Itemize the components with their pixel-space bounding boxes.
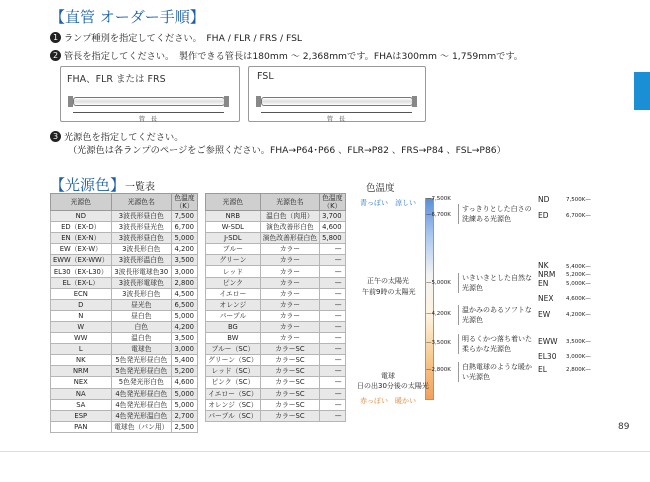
table-row [206,344,346,355]
cell-name: カラーSC [260,344,319,355]
cell-k: 5,000 [172,233,198,244]
tube-end-cap [412,96,417,107]
code-nk: NK [538,261,549,270]
k-value: 5,200K [566,272,586,278]
tube-diagram-fsl [248,66,426,122]
cell-k: 5,200 [172,366,198,377]
k-nd: 7,500K— [566,197,591,203]
k-nk: 5,400K— [566,264,591,270]
cell-type: グリーン（SC） [206,355,261,366]
tube-shape [261,97,413,106]
code-nex: NEX [538,294,554,303]
tick-5000: —5,000K [426,280,451,286]
cell-name: カラー [260,299,319,310]
step-text: 光源色を指定してください。 [64,132,184,143]
col-header-k-line1: 色温度 [174,194,195,202]
code-nd: ND [538,195,550,204]
table-row [51,321,198,332]
tick-7500: —7,500K [426,196,451,202]
cell-k: 5,800 [320,233,345,244]
table-row [51,310,198,321]
tick-3500: —3,500K [426,340,451,346]
table-row [206,255,346,266]
light-color-table-left [50,193,198,433]
cell-k: 2,700 [172,410,198,421]
k-en: 5,000K— [566,281,591,287]
k-value: 3,500K [566,339,586,345]
cell-k: 3,700 [320,211,345,222]
cell-type: L [51,344,112,355]
tick-6700: —6,700K [426,212,451,218]
cell-k: — [320,410,345,421]
tube-diagram-fha-flr-frs [60,66,240,122]
k-value: 4,600K [566,296,586,302]
cell-type: レッド（SC） [206,366,261,377]
warm-label: 赤っぽい 暖かい [360,397,416,405]
cell-k: 3,000 [172,344,198,355]
table-row [206,410,346,421]
cell-name: カラーSC [260,366,319,377]
cell-name: カラーSC [260,388,319,399]
cell-name: 5色発光形白色 [111,377,171,388]
noon-sunlight-label: 正午の太陽光 [367,277,409,285]
col-header-k-line2: （K） [175,202,194,210]
tube-shape [73,97,225,106]
table-row [206,366,346,377]
col-header-k [320,194,345,211]
cell-name: 5色発光形昼白色 [111,355,171,366]
cell-type: NEX [51,377,112,388]
table-row [206,399,346,410]
cell-k: — [320,244,345,255]
sunrise-label: 日の出30分後の太陽光 [357,382,429,390]
description-warm: 白熱電球のような暖かい光源色 [458,362,532,382]
table-row [51,421,198,432]
cell-name: 演色改善形白色 [260,222,319,233]
cell-type: オレンジ（SC） [206,399,261,410]
cell-name: 演色改善形昼白色 [260,233,319,244]
code-el: EL [538,365,547,374]
page-title: 【直管 オーダー手順】 [50,8,205,26]
cell-k: 4,500 [172,288,198,299]
table-row [51,355,198,366]
cell-type: グリーン [206,255,261,266]
cell-k: 3,500 [172,333,198,344]
cell-name: 4色発光形昼白色 [111,388,171,399]
cell-k: — [320,366,345,377]
length-label: 管 長 [139,116,158,123]
cell-name: 4色発光形温白色 [111,410,171,421]
cell-k: 6,700 [172,222,198,233]
k-el30: 3,000K— [566,354,591,360]
k-value: 3,000K [566,354,586,360]
cell-k: 3,500 [172,255,198,266]
cell-name: 4色発光形昼白色 [111,399,171,410]
cell-name: カラー [260,333,319,344]
cell-type: NRB [206,211,261,222]
k-value: 4,200K [566,312,586,318]
cell-k: — [320,333,345,344]
cell-type: W [51,321,112,332]
cell-type: ブルー（SC） [206,344,261,355]
cell-type: イエロー [206,288,261,299]
cell-type: N [51,310,112,321]
col-header-name: 光源色名 [111,194,171,211]
tube-label: FSL [257,71,274,82]
step-number: 3 [50,131,61,142]
k-eww: 3,500K— [566,339,591,345]
cell-name: 温白色（肉用） [260,211,319,222]
cell-k: — [320,355,345,366]
cell-type: EW（EX-W） [51,244,112,255]
k-value: 2,800K [566,367,586,373]
cell-name: 3波長形昼白色 [111,233,171,244]
step-text: 管長を指定してください。 製作できる管長は180mm ～ 2,368mmです。FHAは300mm ～ 1,759mmです。 [64,51,523,62]
cell-name: 白色 [111,321,171,332]
cell-k: 4,600 [320,222,345,233]
cell-type: EL30（EX-L30） [51,266,112,277]
cell-k: 5,000 [172,310,198,321]
cell-k: 4,200 [172,244,198,255]
k-ew: 4,200K— [566,312,591,318]
cell-type: NRM [51,366,112,377]
cell-k: — [320,377,345,388]
table-row [51,233,198,244]
tick-value: 6,700K [431,212,451,218]
table-row [51,244,198,255]
cell-k: — [320,255,345,266]
cell-k: — [320,399,345,410]
light-color-table-right [205,193,346,422]
cell-name: カラー [260,244,319,255]
cell-k: 5,400 [172,355,198,366]
cell-type: EL（EX-L） [51,277,112,288]
table-row [51,222,198,233]
table-row [206,222,346,233]
cell-k: — [320,388,345,399]
cell-type: BG [206,321,261,332]
cell-name: カラー [260,277,319,288]
cell-k: 2,800 [172,277,198,288]
code-nrm: NRM [538,270,556,279]
table-row [51,377,198,388]
cell-name: 電球色 [111,344,171,355]
color-temp-title: 色温度 [366,183,395,194]
cell-type: NK [51,355,112,366]
cell-type: パープル [206,310,261,321]
cell-k: — [320,321,345,332]
tick-4200: —4,200K [426,311,451,317]
cell-name: 3波長形電球色 [111,277,171,288]
cell-name: 電球色（パン用） [111,421,171,432]
cell-type: PAN [51,421,112,432]
step-1 [50,30,302,44]
cell-k: — [320,288,345,299]
table-row [51,211,198,222]
cell-name: 3波長形白色 [111,288,171,299]
table-row [206,355,346,366]
cell-type: ブルー [206,244,261,255]
k-value: 7,500K [566,197,586,203]
cell-name: カラーSC [260,410,319,421]
tube-end-cap [224,96,229,107]
section-color-tab [634,72,650,110]
table-row [51,366,198,377]
cell-type: ECN [51,288,112,299]
cell-name: 3波長形昼光色 [111,222,171,233]
cell-type: ESP [51,410,112,421]
k-value: 6,700K [566,213,586,219]
cell-type: NA [51,388,112,399]
code-ed: ED [538,211,549,220]
cell-type: EN（EX-N） [51,233,112,244]
table-row [206,333,346,344]
cell-k: — [320,277,345,288]
table-row [51,410,198,421]
cell-name: カラー [260,266,319,277]
step-number: 1 [50,32,61,43]
cell-type: パープル（SC） [206,410,261,421]
cell-type: オレンジ [206,299,261,310]
cell-name: カラーSC [260,399,319,410]
col-header-k [172,194,198,211]
k-el: 2,800K— [566,367,591,373]
table-row [206,266,346,277]
description-calm: 明るくかつ落ち着いた柔らかな光源色 [458,334,532,354]
tick-2800: —2,800K [426,367,451,373]
step-text: ランプ種別を指定してください。 FHA / FLR / FRS / FSL [64,33,303,44]
cell-k: 5,000 [172,399,198,410]
table-row [206,288,346,299]
k-value: 5,000K [566,281,586,287]
cool-label: 青っぽい 涼しい [360,199,416,207]
cell-k: 4,200 [172,321,198,332]
cell-type: ピンク [206,277,261,288]
section-subtitle: 一覧表 [125,182,156,193]
tick-value: 2,800K [431,367,451,373]
cell-k: 2,500 [172,421,198,432]
description-soft: 温かみのあるソフトな光源色 [458,305,532,325]
cell-type: J-SDL [206,233,261,244]
cell-name: カラー [260,288,319,299]
table-row [206,211,346,222]
cell-k: 6,500 [172,299,198,310]
cell-name: カラー [260,321,319,332]
cell-k: — [320,310,345,321]
cell-name: カラー [260,310,319,321]
cell-k: — [320,299,345,310]
table-row [51,333,198,344]
cell-type: イエロー（SC） [206,388,261,399]
k-ed: 6,700K— [566,213,591,219]
cell-type: レッド [206,266,261,277]
cell-type: ND [51,211,112,222]
col-header-k-line1: 色温度 [322,194,343,202]
cell-k: 5,000 [172,388,198,399]
col-header-k-line2: （K） [323,202,342,210]
cell-name: 5色発光形昼白色 [111,366,171,377]
cell-name: 昼白色 [111,310,171,321]
table-row [51,288,198,299]
code-en: EN [538,279,549,288]
table-row [51,255,198,266]
table-row [51,388,198,399]
step-number: 2 [50,50,61,61]
k-nrm: 5,200K— [566,272,591,278]
code-el30: EL30 [538,352,557,361]
cell-type: EWW（EX-WW） [51,255,112,266]
table-row [206,244,346,255]
section-heading: 【光源色】 [50,176,126,194]
table-row [51,344,198,355]
cell-type: WW [51,333,112,344]
k-value: 5,400K [566,264,586,270]
table-header-row [206,194,346,211]
cell-k: 7,500 [172,211,198,222]
table-header-row [51,194,198,211]
col-header-type: 光源色 [51,194,112,211]
code-eww: EWW [538,337,558,346]
cell-k: — [320,266,345,277]
table-row [206,299,346,310]
step-3-note: （光源色は各ランプのページをご参照ください。FHA→P64･P66 、FLR→P82 、FRS→P84 、FSL→P86） [68,145,506,156]
table-row [206,310,346,321]
length-label: 管 長 [327,116,346,123]
table-row [206,233,346,244]
cell-type: SA [51,399,112,410]
cell-type: W-SDL [206,222,261,233]
k-nex: 4,600K— [566,296,591,302]
tick-value: 5,000K [431,280,451,286]
length-dimension-line [261,112,412,113]
code-ew: EW [538,310,551,319]
cell-k: 3,000 [172,266,198,277]
table-row [206,321,346,332]
tick-value: 4,200K [431,311,451,317]
bulb-label: 電球 [381,372,395,380]
col-header-type: 光源色 [206,194,261,211]
morning-sunlight-label: 午前9時の太陽光 [362,288,416,296]
page-number: 89 [618,422,630,432]
cell-type: ピンク（SC） [206,377,261,388]
table-row [206,377,346,388]
cell-k: 4,600 [172,377,198,388]
description-cool: すっきりとした白さの洗練ある光源色 [458,204,532,224]
cell-name: 昼光色 [111,299,171,310]
cell-k: — [320,344,345,355]
table-row [51,266,198,277]
description-natural: いきいきとした自然な光源色 [458,273,532,293]
cell-type: D [51,299,112,310]
cell-name: 3波長形温白色 [111,255,171,266]
table-row [206,277,346,288]
tick-value: 3,500K [431,340,451,346]
table-row [51,399,198,410]
cell-name: カラーSC [260,355,319,366]
table-row [51,277,198,288]
cell-name: 3波長形昼白色 [111,211,171,222]
table-row [206,388,346,399]
tick-value: 7,500K [431,196,451,202]
cell-name: カラー [260,255,319,266]
section-title [50,174,155,195]
cell-name: 3波長形電球色30 [111,266,171,277]
col-header-name: 光源色名 [260,194,319,211]
step-3 [50,129,183,143]
cell-name: カラーSC [260,377,319,388]
cell-name: 3波長形白色 [111,244,171,255]
length-dimension-line [73,112,224,113]
cell-type: ED（EX-D） [51,222,112,233]
step-2 [50,48,523,62]
tube-label: FHA、FLR または FRS [67,74,166,85]
table-row [51,299,198,310]
cell-name: 温白色 [111,333,171,344]
footer-divider [0,451,650,452]
cell-type: BW [206,333,261,344]
